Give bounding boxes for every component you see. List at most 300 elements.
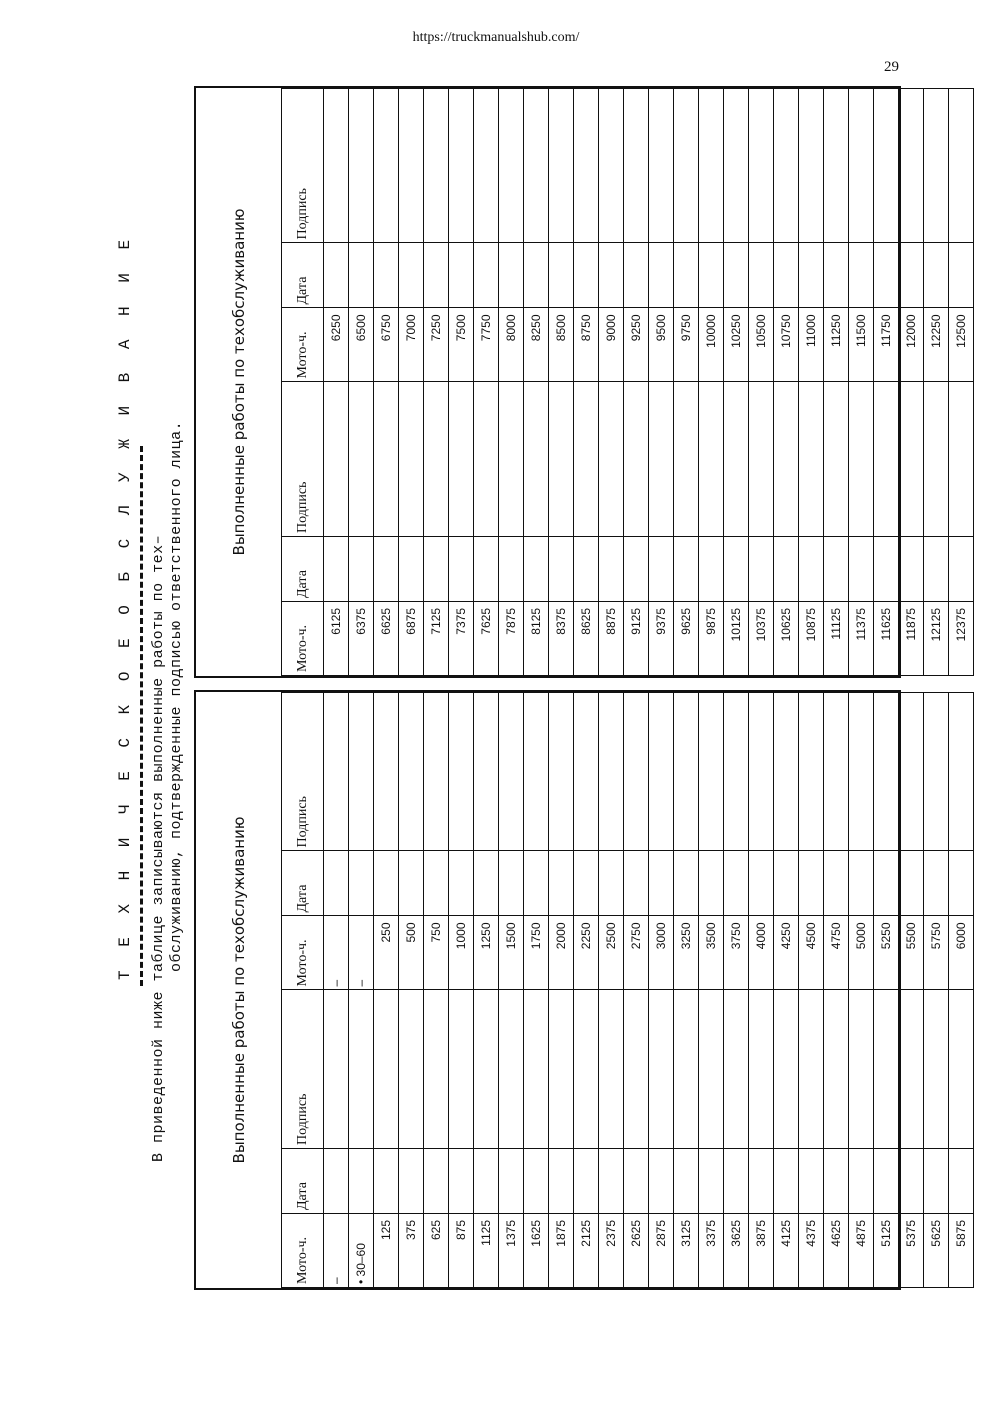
- engine-hours-cell: –: [324, 916, 349, 990]
- signature-cell[interactable]: [549, 990, 574, 1149]
- table-row: [774, 693, 799, 1288]
- engine-hours-cell: 3875: [749, 1214, 774, 1288]
- date-cell[interactable]: [624, 1149, 649, 1214]
- date-cell[interactable]: [849, 851, 874, 916]
- date-cell[interactable]: [549, 243, 574, 308]
- table-row: [624, 89, 649, 676]
- signature-cell[interactable]: [624, 693, 649, 852]
- signature-cell[interactable]: [824, 990, 849, 1149]
- signature-cell[interactable]: [574, 693, 599, 852]
- signature-cell[interactable]: [649, 382, 674, 537]
- signature-cell[interactable]: [899, 693, 924, 852]
- date-cell[interactable]: [599, 1149, 624, 1214]
- column-header: Подпись: [282, 382, 324, 537]
- date-cell[interactable]: [674, 1149, 699, 1214]
- engine-hours-cell: 3625: [724, 1214, 749, 1288]
- signature-cell[interactable]: [549, 693, 574, 852]
- engine-hours-cell: 2500: [599, 916, 624, 990]
- date-cell[interactable]: [449, 1149, 474, 1214]
- engine-hours-cell: 2875: [649, 1214, 674, 1288]
- signature-cell[interactable]: [574, 382, 599, 537]
- signature-cell[interactable]: [899, 89, 924, 244]
- table-row: [499, 693, 524, 1288]
- engine-hours-cell: 10125: [724, 602, 749, 676]
- date-cell[interactable]: [499, 851, 524, 916]
- signature-cell[interactable]: [949, 693, 974, 852]
- signature-cell[interactable]: [799, 693, 824, 852]
- engine-hours-cell: 5500: [899, 916, 924, 990]
- signature-cell[interactable]: [724, 89, 749, 244]
- date-cell[interactable]: [374, 243, 399, 308]
- date-cell[interactable]: [799, 243, 824, 308]
- signature-cell[interactable]: [574, 89, 599, 244]
- signature-cell[interactable]: [399, 89, 424, 244]
- signature-cell[interactable]: [474, 693, 499, 852]
- date-cell[interactable]: [924, 1149, 949, 1214]
- date-cell[interactable]: [924, 537, 949, 602]
- signature-cell[interactable]: [924, 382, 949, 537]
- signature-cell[interactable]: [324, 990, 349, 1149]
- signature-cell[interactable]: [649, 990, 674, 1149]
- date-cell[interactable]: [649, 851, 674, 916]
- date-cell[interactable]: [724, 537, 749, 602]
- date-cell[interactable]: [374, 1149, 399, 1214]
- engine-hours-cell: 2375: [599, 1214, 624, 1288]
- signature-cell[interactable]: [824, 382, 849, 537]
- table-header-row: [282, 693, 324, 1288]
- date-cell[interactable]: [774, 851, 799, 916]
- signature-cell[interactable]: [749, 382, 774, 537]
- signature-cell[interactable]: [399, 693, 424, 852]
- signature-cell[interactable]: [949, 990, 974, 1149]
- date-cell[interactable]: [824, 537, 849, 602]
- table-row: [874, 693, 899, 1288]
- signature-cell[interactable]: [874, 693, 899, 852]
- date-cell[interactable]: [874, 537, 899, 602]
- column-header: Подпись: [282, 990, 324, 1149]
- table-row: [374, 693, 399, 1288]
- signature-cell[interactable]: [374, 382, 399, 537]
- date-cell[interactable]: [749, 537, 774, 602]
- date-cell[interactable]: [424, 851, 449, 916]
- date-cell[interactable]: [949, 1149, 974, 1214]
- table-row: [749, 89, 774, 676]
- date-cell[interactable]: [324, 243, 349, 308]
- signature-cell[interactable]: [474, 382, 499, 537]
- signature-cell[interactable]: [499, 693, 524, 852]
- engine-hours-cell: 7125: [424, 602, 449, 676]
- date-cell[interactable]: [949, 851, 974, 916]
- date-cell[interactable]: [849, 243, 874, 308]
- engine-hours-cell: 9500: [649, 308, 674, 382]
- table-row: [599, 89, 624, 676]
- table-row: [524, 89, 549, 676]
- signature-cell[interactable]: [474, 89, 499, 244]
- table-row: [949, 693, 974, 1288]
- date-cell[interactable]: [324, 851, 349, 916]
- date-cell[interactable]: [474, 243, 499, 308]
- engine-hours-cell: –: [324, 1214, 349, 1288]
- date-cell[interactable]: [674, 537, 699, 602]
- date-cell[interactable]: [574, 243, 599, 308]
- engine-hours-cell: 8500: [549, 308, 574, 382]
- engine-hours-cell: 5750: [924, 916, 949, 990]
- engine-hours-cell: 4125: [774, 1214, 799, 1288]
- date-cell[interactable]: [774, 537, 799, 602]
- signature-cell[interactable]: [624, 89, 649, 244]
- title-underline: [140, 446, 143, 986]
- date-cell[interactable]: [399, 851, 424, 916]
- date-cell[interactable]: [474, 851, 499, 916]
- engine-hours-cell: 10250: [724, 308, 749, 382]
- date-cell[interactable]: [374, 851, 399, 916]
- signature-cell[interactable]: [849, 89, 874, 244]
- signature-cell[interactable]: [324, 89, 349, 244]
- engine-hours-cell: 10500: [749, 308, 774, 382]
- engine-hours-cell: 6375: [349, 602, 374, 676]
- engine-hours-cell: 9375: [649, 602, 674, 676]
- date-cell[interactable]: [349, 1149, 374, 1214]
- date-cell[interactable]: [499, 1149, 524, 1214]
- engine-hours-cell: 8125: [524, 602, 549, 676]
- date-cell[interactable]: [449, 851, 474, 916]
- engine-hours-cell: 10625: [774, 602, 799, 676]
- engine-hours-cell: 10000: [699, 308, 724, 382]
- engine-hours-cell: 6875: [399, 602, 424, 676]
- signature-cell[interactable]: [624, 990, 649, 1149]
- table-caption: Выполненные работы по техобслуживанию: [229, 816, 248, 1164]
- signature-cell[interactable]: [799, 382, 824, 537]
- signature-cell[interactable]: [374, 89, 399, 244]
- date-cell[interactable]: [349, 243, 374, 308]
- date-cell[interactable]: [449, 537, 474, 602]
- date-cell[interactable]: [724, 851, 749, 916]
- table-header-row: [282, 89, 324, 676]
- engine-hours-cell: 7625: [474, 602, 499, 676]
- engine-hours-cell: 9000: [599, 308, 624, 382]
- date-cell[interactable]: [399, 1149, 424, 1214]
- date-cell[interactable]: [624, 243, 649, 308]
- date-cell[interactable]: [849, 537, 874, 602]
- signature-cell[interactable]: [424, 89, 449, 244]
- date-cell[interactable]: [474, 537, 499, 602]
- signature-cell[interactable]: [549, 89, 574, 244]
- signature-cell[interactable]: [349, 89, 374, 244]
- date-cell[interactable]: [724, 1149, 749, 1214]
- date-cell[interactable]: [424, 1149, 449, 1214]
- signature-cell[interactable]: [699, 693, 724, 852]
- date-cell[interactable]: [424, 243, 449, 308]
- date-cell[interactable]: [899, 1149, 924, 1214]
- engine-hours-cell: 9625: [674, 602, 699, 676]
- date-cell[interactable]: [524, 1149, 549, 1214]
- date-cell[interactable]: [399, 243, 424, 308]
- signature-cell[interactable]: [599, 990, 624, 1149]
- engine-hours-cell: 3375: [699, 1214, 724, 1288]
- date-cell[interactable]: [949, 243, 974, 308]
- signature-cell[interactable]: [924, 89, 949, 244]
- engine-hours-cell: 6750: [374, 308, 399, 382]
- signature-cell[interactable]: [399, 382, 424, 537]
- signature-cell[interactable]: [774, 89, 799, 244]
- engine-hours-cell: 1875: [549, 1214, 574, 1288]
- date-cell[interactable]: [474, 1149, 499, 1214]
- date-cell[interactable]: [349, 851, 374, 916]
- column-header: Дата: [282, 243, 324, 308]
- engine-hours-cell: 5375: [899, 1214, 924, 1288]
- maintenance-table-1: [194, 690, 968, 1290]
- signature-cell[interactable]: [824, 89, 849, 244]
- table-row: [349, 693, 374, 1288]
- engine-hours-cell: 3000: [649, 916, 674, 990]
- date-cell[interactable]: [849, 1149, 874, 1214]
- table-row: [774, 89, 799, 676]
- date-cell[interactable]: [649, 243, 674, 308]
- signature-cell[interactable]: [324, 693, 349, 852]
- table-row: [374, 89, 399, 676]
- signature-cell[interactable]: [324, 382, 349, 537]
- table-row: [924, 89, 949, 676]
- signature-cell[interactable]: [674, 382, 699, 537]
- signature-cell[interactable]: [774, 382, 799, 537]
- table-row: [724, 89, 749, 676]
- date-cell[interactable]: [799, 1149, 824, 1214]
- signature-cell[interactable]: [799, 89, 824, 244]
- engine-hours-cell: –: [349, 916, 374, 990]
- signature-cell[interactable]: [499, 990, 524, 1149]
- signature-cell[interactable]: [674, 693, 699, 852]
- signature-cell[interactable]: [449, 693, 474, 852]
- signature-cell[interactable]: [749, 89, 774, 244]
- engine-hours-cell: 750: [424, 916, 449, 990]
- date-cell[interactable]: [699, 1149, 724, 1214]
- engine-hours-cell: 8375: [549, 602, 574, 676]
- signature-cell[interactable]: [499, 382, 524, 537]
- signature-cell[interactable]: [924, 990, 949, 1149]
- signature-cell[interactable]: [874, 382, 899, 537]
- signature-cell[interactable]: [449, 382, 474, 537]
- date-cell[interactable]: [874, 243, 899, 308]
- signature-cell[interactable]: [674, 990, 699, 1149]
- table-row: [674, 693, 699, 1288]
- date-cell[interactable]: [424, 537, 449, 602]
- engine-hours-cell: 11000: [799, 308, 824, 382]
- signature-cell[interactable]: [599, 382, 624, 537]
- engine-hours-cell: 2750: [624, 916, 649, 990]
- signature-cell[interactable]: [749, 990, 774, 1149]
- signature-cell[interactable]: [649, 693, 674, 852]
- engine-hours-cell: 1000: [449, 916, 474, 990]
- signature-cell[interactable]: [374, 990, 399, 1149]
- date-cell[interactable]: [899, 851, 924, 916]
- signature-cell[interactable]: [724, 382, 749, 537]
- engine-hours-cell: 9750: [674, 308, 699, 382]
- date-cell[interactable]: [524, 537, 549, 602]
- table-row: [649, 89, 674, 676]
- engine-hours-cell: 5250: [874, 916, 899, 990]
- engine-hours-cell: 11250: [824, 308, 849, 382]
- date-cell[interactable]: [749, 1149, 774, 1214]
- table-row: [449, 89, 474, 676]
- signature-cell[interactable]: [524, 693, 549, 852]
- date-cell[interactable]: [749, 851, 774, 916]
- signature-cell[interactable]: [499, 89, 524, 244]
- date-cell[interactable]: [574, 851, 599, 916]
- signature-cell[interactable]: [874, 89, 899, 244]
- date-cell[interactable]: [699, 537, 724, 602]
- signature-cell[interactable]: [924, 693, 949, 852]
- engine-hours-cell: 10875: [799, 602, 824, 676]
- signature-cell[interactable]: [424, 990, 449, 1149]
- date-cell[interactable]: [599, 537, 624, 602]
- signature-cell[interactable]: [949, 382, 974, 537]
- column-header: Мото-ч.: [282, 1214, 324, 1288]
- signature-cell[interactable]: [849, 382, 874, 537]
- date-cell[interactable]: [724, 243, 749, 308]
- rotated-page-content: [110, 90, 968, 1290]
- date-cell[interactable]: [824, 1149, 849, 1214]
- table-row: [599, 693, 624, 1288]
- engine-hours-cell: 4000: [749, 916, 774, 990]
- engine-hours-cell: 2000: [549, 916, 574, 990]
- signature-cell[interactable]: [349, 693, 374, 852]
- date-cell[interactable]: [549, 851, 574, 916]
- engine-hours-cell: 4375: [799, 1214, 824, 1288]
- signature-cell[interactable]: [724, 693, 749, 852]
- signature-cell[interactable]: [699, 382, 724, 537]
- date-cell[interactable]: [749, 243, 774, 308]
- date-cell[interactable]: [499, 243, 524, 308]
- signature-cell[interactable]: [524, 89, 549, 244]
- signature-cell[interactable]: [899, 382, 924, 537]
- date-cell[interactable]: [824, 243, 849, 308]
- date-cell[interactable]: [699, 851, 724, 916]
- date-cell[interactable]: [549, 1149, 574, 1214]
- engine-hours-cell: 5625: [924, 1214, 949, 1288]
- date-cell[interactable]: [349, 537, 374, 602]
- signature-cell[interactable]: [724, 990, 749, 1149]
- date-cell[interactable]: [924, 243, 949, 308]
- column-header: Мото-ч.: [282, 602, 324, 676]
- date-cell[interactable]: [649, 1149, 674, 1214]
- signature-cell[interactable]: [449, 89, 474, 244]
- signature-cell[interactable]: [699, 990, 724, 1149]
- engine-hours-cell: 3500: [699, 916, 724, 990]
- signature-cell[interactable]: [424, 382, 449, 537]
- signature-cell[interactable]: [774, 990, 799, 1149]
- signature-cell[interactable]: [549, 382, 574, 537]
- signature-cell[interactable]: [699, 89, 724, 244]
- signature-cell[interactable]: [749, 693, 774, 852]
- signature-cell[interactable]: [599, 89, 624, 244]
- date-cell[interactable]: [324, 1149, 349, 1214]
- date-cell[interactable]: [374, 537, 399, 602]
- date-cell[interactable]: [899, 243, 924, 308]
- signature-cell[interactable]: [799, 990, 824, 1149]
- signature-cell[interactable]: [349, 990, 374, 1149]
- engine-hours-cell: 12000: [899, 308, 924, 382]
- date-cell[interactable]: [924, 851, 949, 916]
- date-cell[interactable]: [824, 851, 849, 916]
- signature-cell[interactable]: [449, 990, 474, 1149]
- signature-cell[interactable]: [774, 693, 799, 852]
- engine-hours-cell: 12375: [949, 602, 974, 676]
- engine-hours-cell: 6000: [949, 916, 974, 990]
- table-row: [899, 89, 924, 676]
- source-url[interactable]: https://truckmanualshub.com/: [412, 30, 580, 45]
- intro-line-1: В приведенной ниже таблице записываются выполненные работы по тех–: [150, 534, 167, 1162]
- signature-cell[interactable]: [524, 990, 549, 1149]
- date-cell[interactable]: [624, 537, 649, 602]
- date-cell[interactable]: [874, 1149, 899, 1214]
- signature-cell[interactable]: [624, 382, 649, 537]
- table-row: [474, 693, 499, 1288]
- signature-cell[interactable]: [649, 89, 674, 244]
- signature-cell[interactable]: [524, 382, 549, 537]
- date-cell[interactable]: [524, 851, 549, 916]
- signature-cell[interactable]: [674, 89, 699, 244]
- engine-hours-cell: 8875: [599, 602, 624, 676]
- date-cell[interactable]: [699, 243, 724, 308]
- signature-cell[interactable]: [849, 693, 874, 852]
- table-row: [849, 89, 874, 676]
- date-cell[interactable]: [674, 243, 699, 308]
- date-cell[interactable]: [499, 537, 524, 602]
- signature-cell[interactable]: [474, 990, 499, 1149]
- signature-cell[interactable]: [399, 990, 424, 1149]
- signature-cell[interactable]: [899, 990, 924, 1149]
- engine-hours-cell: 5125: [874, 1214, 899, 1288]
- date-cell[interactable]: [324, 537, 349, 602]
- signature-cell[interactable]: [349, 382, 374, 537]
- date-cell[interactable]: [599, 851, 624, 916]
- signature-cell[interactable]: [874, 990, 899, 1149]
- table-row: [399, 89, 424, 676]
- engine-hours-cell: 8000: [499, 308, 524, 382]
- engine-hours-cell: 6125: [324, 602, 349, 676]
- signature-cell[interactable]: [849, 990, 874, 1149]
- date-cell[interactable]: [874, 851, 899, 916]
- table-row: [399, 693, 424, 1288]
- table-row: [349, 89, 374, 676]
- date-cell[interactable]: [574, 1149, 599, 1214]
- signature-cell[interactable]: [599, 693, 624, 852]
- signature-cell[interactable]: [574, 990, 599, 1149]
- date-cell[interactable]: [899, 537, 924, 602]
- date-cell[interactable]: [774, 1149, 799, 1214]
- signature-cell[interactable]: [424, 693, 449, 852]
- date-cell[interactable]: [949, 537, 974, 602]
- date-cell[interactable]: [799, 851, 824, 916]
- date-cell[interactable]: [799, 537, 824, 602]
- date-cell[interactable]: [574, 537, 599, 602]
- table-row: [674, 89, 699, 676]
- date-cell[interactable]: [774, 243, 799, 308]
- signature-cell[interactable]: [949, 89, 974, 244]
- signature-cell[interactable]: [824, 693, 849, 852]
- engine-hours-cell: 10375: [749, 602, 774, 676]
- date-cell[interactable]: [399, 537, 424, 602]
- date-cell[interactable]: [599, 243, 624, 308]
- engine-hours-cell: 1375: [499, 1214, 524, 1288]
- date-cell[interactable]: [549, 537, 574, 602]
- date-cell[interactable]: [624, 851, 649, 916]
- date-cell[interactable]: [649, 537, 674, 602]
- signature-cell[interactable]: [374, 693, 399, 852]
- date-cell[interactable]: [449, 243, 474, 308]
- date-cell[interactable]: [524, 243, 549, 308]
- date-cell[interactable]: [674, 851, 699, 916]
